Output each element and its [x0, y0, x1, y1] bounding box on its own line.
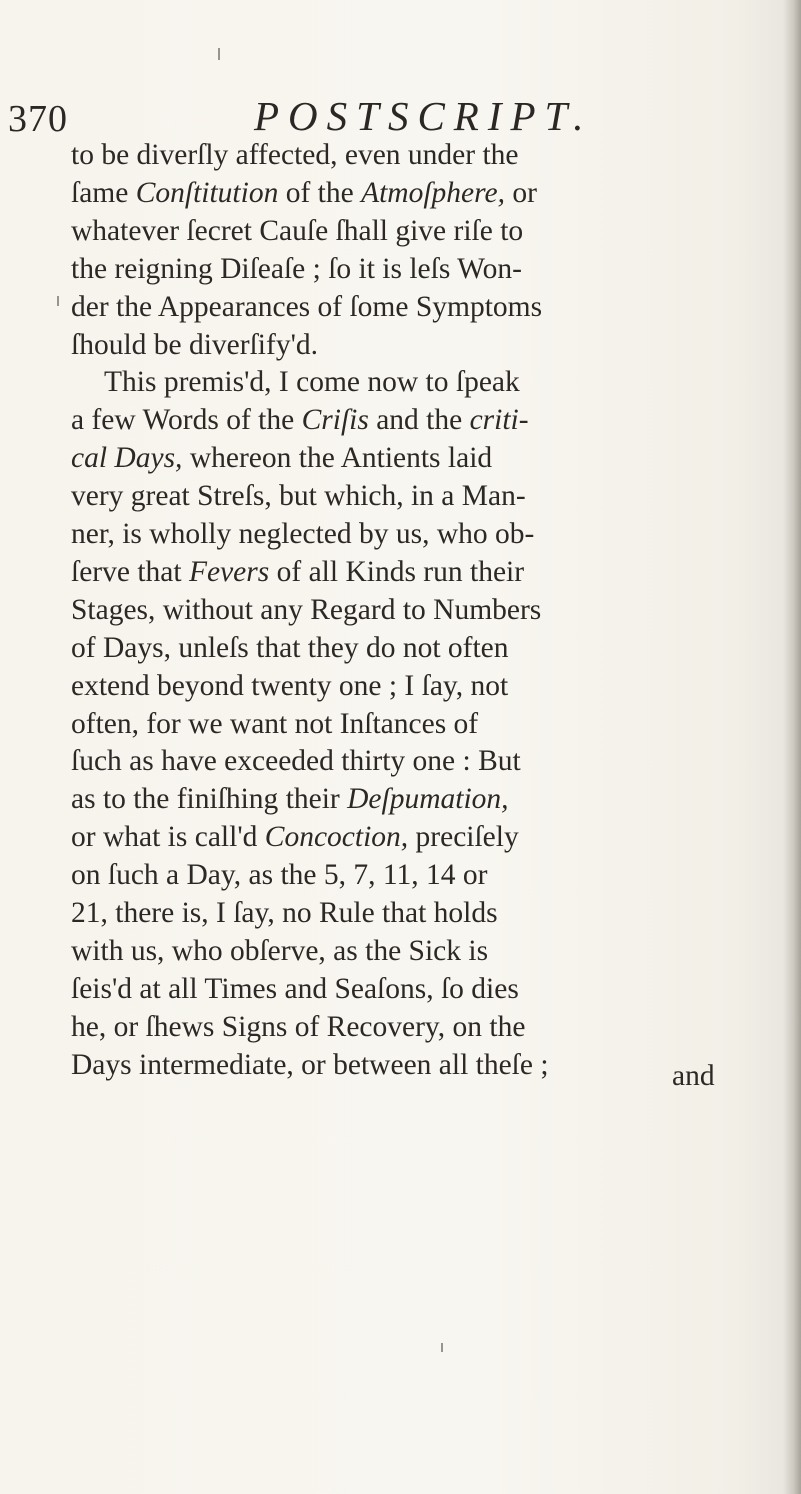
text-line: he, or ſhews Signs of Recovery, on the — [71, 1010, 526, 1043]
text-line: very great Streſs, but which, in a Man- — [71, 480, 526, 513]
text-line: whatever ſecret Cauſe ſhall give riſe to — [71, 214, 524, 247]
italic-word: Fevers — [188, 555, 270, 588]
stray-mark — [441, 1343, 443, 1352]
text-line: extend beyond twenty one ; I ſay, not — [71, 669, 509, 702]
text-line: 21, there is, I ſay, no Rule that holds — [71, 897, 498, 929]
text-line: on ſuch a Day, as the 5, 7, 11, 14 or — [71, 859, 488, 892]
running-head: POSTSCRIPT. — [254, 93, 593, 139]
text-line: as to the finiſhing their Deſpumation, — [71, 783, 509, 816]
italic-word: Criſis — [301, 404, 369, 437]
italic-word: Deſpumation, — [347, 783, 509, 816]
text-line: or what is call'd Concoction, preciſely — [71, 821, 519, 854]
page-edge-shadow — [783, 0, 801, 1494]
text-line: of Days, unleſs that they do not often — [71, 631, 509, 664]
catchword: and — [672, 1060, 715, 1092]
italic-word: Conſtitution — [135, 176, 279, 209]
text-line: ſuch as have exceeded thirty one : But — [71, 745, 521, 778]
page-number: 370 — [8, 98, 68, 140]
text-line: Stages, without any Regard to Numbers — [71, 593, 542, 626]
text-line: the reigning Diſeaſe ; ſo it is leſs Won- — [71, 252, 522, 285]
text-line: der the Appearances of ſome Symptoms — [71, 290, 543, 323]
text-line: Days intermediate, or between all theſe ; — [71, 1048, 549, 1081]
text-line: to be diverſly affected, even under the — [71, 139, 519, 171]
italic-word: criti- — [469, 404, 529, 437]
text-line: with us, who obſerve, as the Sick is — [71, 934, 489, 967]
stray-mark — [57, 296, 59, 306]
italic-word: Days, — [114, 442, 183, 475]
italic-word: Atmoſphere, — [361, 176, 505, 209]
text-line: ner, is wholly neglected by us, who ob- — [71, 518, 535, 550]
text-line: ſhould be diverſify'd. — [71, 328, 319, 361]
text-line: cal Days, whereon the Antients laid — [71, 442, 493, 475]
text-line: ſerve that Fevers of all Kinds run their — [71, 555, 525, 588]
italic-word: cal — [71, 442, 108, 475]
text-line: ſame Conſtitution of the Atmoſphere, or — [71, 176, 537, 209]
text-line: ſeis'd at all Times and Seaſons, ſo dies — [71, 972, 519, 1005]
text-line: a few Words of the Criſis and the criti- — [71, 404, 529, 437]
stray-mark — [218, 48, 220, 60]
text-line: This premis'd, I come now to ſpeak — [104, 366, 520, 399]
text-line: often, for we want not Inſtances of — [71, 707, 479, 740]
italic-word: Concoction, — [264, 821, 409, 854]
